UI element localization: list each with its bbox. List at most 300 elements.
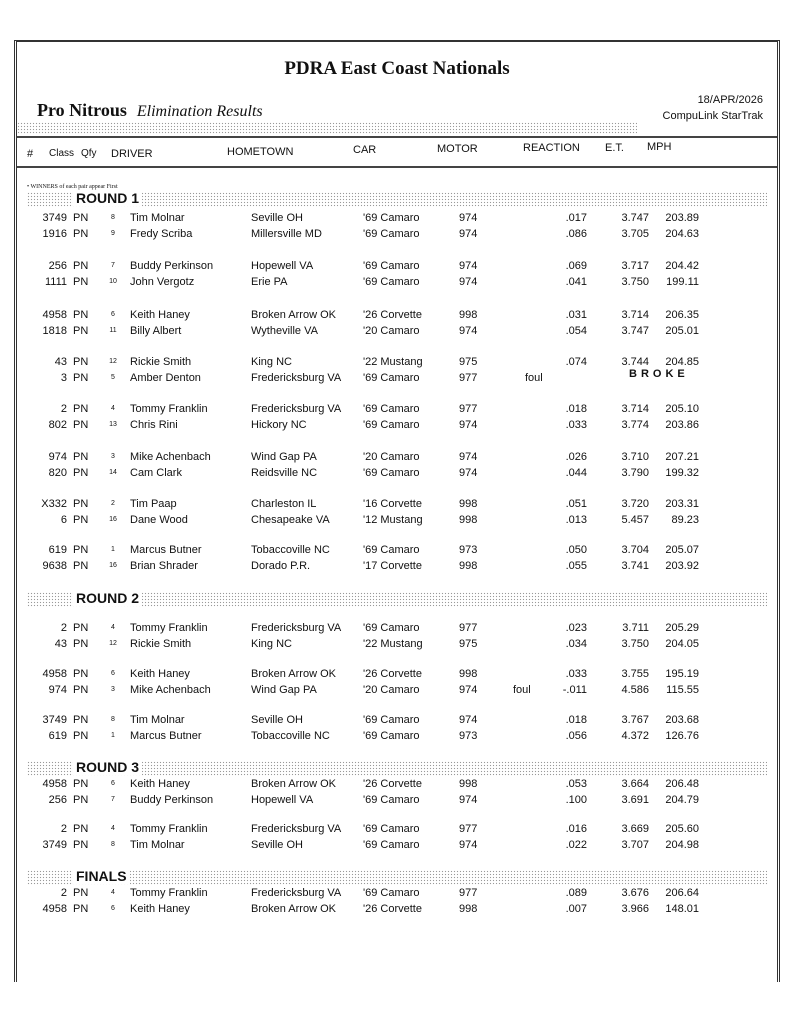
driver-name: Keith Haney [130,309,190,321]
motor-size: 974 [459,451,478,463]
reaction-time: .054 [565,325,587,337]
speed-mph: 204.63 [665,228,699,240]
col-num: # [27,148,34,160]
speed-mph: 89.23 [671,514,699,526]
round-header [27,870,767,885]
motor-size: 998 [459,778,478,790]
driver-name: Dane Wood [130,514,188,526]
car-model: '20 Camaro [363,684,420,696]
reaction-time: .018 [565,403,587,415]
class-code: PN [73,544,89,556]
motor-size: 998 [459,560,478,572]
motor-size: 977 [459,823,478,835]
car-number: 4958 [42,309,67,321]
loser-row [17,903,777,919]
class-code: PN [73,451,89,463]
speed-mph: 205.01 [665,325,699,337]
round-header [27,592,767,607]
class-code: PN [73,668,89,680]
reaction-time: .056 [565,730,587,742]
col-car: CAR [353,144,377,156]
car-number: 974 [48,451,67,463]
driver-name: Chris Rini [130,419,178,431]
elapsed-time: 3.714 [621,309,649,321]
driver-name: Keith Haney [130,668,190,680]
class-code: PN [73,887,89,899]
loser-row [17,839,777,855]
class-code: PN [73,356,89,368]
class-code: PN [73,467,89,479]
elapsed-time: 3.691 [621,794,649,806]
driver-name: Buddy Perkinson [130,794,214,806]
reaction-time: .023 [565,622,587,634]
car-model: '20 Camaro [363,325,420,337]
qualifying-position: 5 [111,374,115,381]
qualifying-position: 6 [111,311,115,318]
driver-name: Tim Molnar [130,212,185,224]
qualifying-position: 4 [111,405,115,412]
car-number: 3 [60,372,67,384]
hometown: Millersville MD [251,228,322,240]
status-text: BROKE [629,368,689,380]
car-number: 1818 [42,325,67,337]
elapsed-time: 3.755 [621,668,649,680]
car-model: '69 Camaro [363,622,420,634]
reaction-time: .013 [565,514,587,526]
car-number: 4958 [42,668,67,680]
winner-row [17,668,777,684]
car-model: '17 Corvette [363,560,422,572]
car-number: 820 [48,467,67,479]
elapsed-time: 3.720 [621,498,649,510]
results-sheet [14,40,780,982]
elapsed-time: 3.747 [621,325,649,337]
speed-mph: 203.92 [665,560,699,572]
qualifying-position: 9 [111,230,115,237]
elapsed-time: 3.767 [621,714,649,726]
col-class: Class [49,148,75,159]
car-model: '22 Mustang [363,356,423,368]
motor-size: 974 [459,714,478,726]
car-number: 6 [60,514,67,526]
hometown: Reidsville NC [251,467,318,479]
col-mph: MPH [647,141,672,153]
reaction-time: .086 [565,228,587,240]
car-number: 2 [60,403,67,415]
reaction-time: .069 [565,260,587,272]
winner-row [17,622,777,638]
speed-mph: 195.19 [665,668,699,680]
car-model: '69 Camaro [363,714,420,726]
car-model: '69 Camaro [363,228,420,240]
reaction-time: .051 [565,498,587,510]
qualifying-position: 11 [109,327,117,334]
reaction-time: .017 [565,212,587,224]
driver-name: Marcus Butner [130,730,202,742]
hometown: Dorado P.R. [251,560,311,572]
speed-mph: 204.42 [665,260,699,272]
motor-size: 974 [459,276,478,288]
loser-row [17,794,777,810]
col-qfy: Qfy [81,148,97,159]
qualifying-position: 8 [111,716,115,723]
car-model: '69 Camaro [363,403,420,415]
driver-name: Marcus Butner [130,544,202,556]
motor-size: 998 [459,668,478,680]
loser-row [17,638,777,654]
car-number: 256 [48,794,67,806]
hometown: Chesapeake VA [251,514,330,526]
car-number: 256 [48,260,67,272]
qualifying-position: 3 [111,686,115,693]
car-model: '26 Corvette [363,309,422,321]
driver-name: Keith Haney [130,778,190,790]
car-model: '26 Corvette [363,778,422,790]
car-model: '69 Camaro [363,823,420,835]
class-code: PN [73,403,89,415]
car-model: '20 Camaro [363,451,420,463]
driver-name: Mike Achenbach [130,451,211,463]
qualifying-position: 2 [111,500,115,507]
hometown: Hopewell VA [251,260,314,272]
speed-mph: 205.10 [665,403,699,415]
motor-size: 974 [459,212,478,224]
motor-size: 974 [459,839,478,851]
loser-row [17,467,777,483]
hometown: Fredericksburg VA [251,622,342,634]
car-model: '22 Mustang [363,638,423,650]
reaction-time: .034 [565,638,587,650]
elapsed-time: 3.744 [621,356,649,368]
foul-flag: foul [525,372,543,384]
car-model: '69 Camaro [363,419,420,431]
car-number: 43 [54,638,67,650]
qualifying-position: 16 [109,516,117,523]
speed-mph: 203.86 [665,419,699,431]
speed-mph: 126.76 [665,730,699,742]
timing-system: CompuLink StarTrak [662,110,763,122]
class-code: PN [73,419,89,431]
winners-note: • WINNERS of each pair appear First [27,184,118,190]
qualifying-position: 4 [111,825,115,832]
elapsed-time: 3.750 [621,276,649,288]
class-code: PN [73,778,89,790]
hometown: King NC [251,356,292,368]
class-code: PN [73,372,89,384]
class-code: PN [73,823,89,835]
car-model: '12 Mustang [363,514,423,526]
driver-name: Amber Denton [130,372,201,384]
qualifying-position: 8 [111,841,115,848]
motor-size: 973 [459,730,478,742]
car-number: 619 [48,730,67,742]
elapsed-time: 3.717 [621,260,649,272]
motor-size: 973 [459,544,478,556]
elapsed-time: 3.707 [621,839,649,851]
speed-mph: 205.07 [665,544,699,556]
loser-row [17,730,777,746]
hometown: Fredericksburg VA [251,887,342,899]
reaction-time: .031 [565,309,587,321]
qualifying-position: 1 [111,732,115,739]
car-number: 3749 [42,212,67,224]
driver-name: Tommy Franklin [130,403,208,415]
hometown: Charleston IL [251,498,317,510]
reaction-time: .053 [565,778,587,790]
motor-size: 998 [459,514,478,526]
elapsed-time: 3.747 [621,212,649,224]
date-block [663,92,763,124]
qualifying-position: 6 [111,670,115,677]
speed-mph: 206.48 [665,778,699,790]
motor-size: 998 [459,498,478,510]
speed-mph: 204.98 [665,839,699,851]
divider [17,166,777,168]
winner-row [17,823,777,839]
class-name: Pro Nitrous [37,100,127,120]
car-model: '69 Camaro [363,212,420,224]
elapsed-time: 3.711 [622,622,649,634]
qualifying-position: 4 [111,624,115,631]
motor-size: 974 [459,794,478,806]
elapsed-time: 3.741 [621,560,649,572]
speed-mph: 203.89 [665,212,699,224]
speed-mph: 203.68 [665,714,699,726]
elapsed-time: 3.704 [621,544,649,556]
hometown: Tobaccoville NC [251,730,330,742]
driver-name: Billy Albert [130,325,182,337]
driver-name: Fredy Scriba [130,228,193,240]
class-code: PN [73,498,89,510]
speed-mph: 206.35 [665,309,699,321]
winner-row [17,714,777,730]
class-code: PN [73,276,89,288]
car-number: 43 [54,356,67,368]
elapsed-time: 3.676 [621,887,649,899]
elapsed-time: 3.750 [621,638,649,650]
elapsed-time: 3.714 [621,403,649,415]
reaction-time: .055 [565,560,587,572]
speed-mph: 204.85 [665,356,699,368]
driver-name: Tim Molnar [130,714,185,726]
speed-mph: 148.01 [665,903,699,915]
motor-size: 974 [459,419,478,431]
car-model: '69 Camaro [363,887,420,899]
speed-mph: 199.11 [666,276,699,288]
hometown: Erie PA [251,276,288,288]
reaction-time: .074 [565,356,587,368]
speed-mph: 115.55 [666,684,699,696]
driver-name: Rickie Smith [130,638,192,650]
car-number: 4958 [42,778,67,790]
elapsed-time: 3.664 [621,778,649,790]
class-code: PN [73,730,89,742]
speed-mph: 206.64 [665,887,699,899]
foul-flag: foul [513,684,531,696]
elapsed-time: 3.710 [621,451,649,463]
winner-row [17,544,777,560]
class-code: PN [73,638,89,650]
driver-name: Tommy Franklin [130,622,208,634]
driver-name: Tim Paap [130,498,177,510]
elapsed-time: 4.372 [621,730,649,742]
col-et: E.T. [605,142,624,154]
hometown: Wytheville VA [251,325,318,337]
class-subtitle [37,100,263,121]
car-number: 619 [48,544,67,556]
qualifying-position: 8 [111,214,115,221]
winner-row [17,212,777,228]
qualifying-position: 4 [111,889,115,896]
motor-size: 974 [459,325,478,337]
speed-mph: 205.29 [665,622,699,634]
car-number: 2 [60,622,67,634]
motor-size: 998 [459,903,478,915]
round-label: FINALS [73,868,130,884]
col-motor: MOTOR [437,143,478,155]
car-number: 1916 [42,228,67,240]
driver-name: Cam Clark [130,467,182,479]
elapsed-time: 4.586 [621,684,649,696]
car-model: '69 Camaro [363,467,420,479]
class-code: PN [73,903,89,915]
hometown: Hopewell VA [251,794,314,806]
motor-size: 974 [459,228,478,240]
reaction-time: .022 [565,839,587,851]
reaction-time: .041 [565,276,587,288]
hometown: Broken Arrow OK [251,778,336,790]
car-model: '69 Camaro [363,794,420,806]
round-label: ROUND 3 [73,759,142,775]
elapsed-time: 3.774 [621,419,649,431]
speed-mph: 204.79 [665,794,699,806]
hometown: Fredericksburg VA [251,403,342,415]
qualifying-position: 7 [111,796,115,803]
qualifying-position: 3 [111,453,115,460]
class-code: PN [73,309,89,321]
col-driver: DRIVER [111,148,153,160]
column-headers [17,141,777,166]
elapsed-time: 3.790 [621,467,649,479]
class-code: PN [73,714,89,726]
qualifying-position: 10 [109,278,117,285]
col-hometown: HOMETOWN [227,146,294,158]
winner-row [17,887,777,903]
hometown: Broken Arrow OK [251,309,336,321]
reaction-time: .033 [565,668,587,680]
event-date: 18/APR/2026 [697,94,763,106]
qualifying-position: 13 [109,421,117,428]
motor-size: 974 [459,467,478,479]
driver-name: Buddy Perkinson [130,260,214,272]
elapsed-time: 5.457 [621,514,649,526]
reaction-time: .026 [565,451,587,463]
hometown: Fredericksburg VA [251,823,342,835]
winner-row [17,451,777,467]
motor-size: 975 [459,356,478,368]
car-number: 3749 [42,839,67,851]
winner-row [17,309,777,325]
loser-row [17,514,777,530]
hometown: Broken Arrow OK [251,668,336,680]
car-number: 2 [60,887,67,899]
hometown: Tobaccoville NC [251,544,330,556]
qualifying-position: 6 [111,905,115,912]
motor-size: 974 [459,260,478,272]
car-number: 802 [48,419,67,431]
class-code: PN [73,684,89,696]
driver-name: Keith Haney [130,903,190,915]
reaction-time: .050 [565,544,587,556]
hometown: Seville OH [251,839,303,851]
loser-row [17,560,777,576]
loser-row [17,276,777,292]
loser-row [17,325,777,341]
car-model: '26 Corvette [363,668,422,680]
reaction-time: .018 [565,714,587,726]
hometown: Broken Arrow OK [251,903,336,915]
reaction-time: .016 [565,823,587,835]
car-number: X332 [41,498,67,510]
car-number: 1111 [44,276,67,288]
car-model: '69 Camaro [363,839,420,851]
reaction-time: .044 [565,467,587,479]
car-model: '69 Camaro [363,544,420,556]
speed-mph: 203.31 [665,498,699,510]
driver-name: Mike Achenbach [130,684,211,696]
winner-row [17,778,777,794]
header-divider [17,122,637,134]
loser-row [17,419,777,435]
car-model: '69 Camaro [363,260,420,272]
driver-name: Tommy Franklin [130,887,208,899]
reaction-time: .033 [565,419,587,431]
car-number: 3749 [42,714,67,726]
class-code: PN [73,794,89,806]
hometown: Fredericksburg VA [251,372,342,384]
elapsed-time: 3.669 [621,823,649,835]
qualifying-position: 7 [111,262,115,269]
loser-row [17,684,777,700]
driver-name: Brian Shrader [130,560,198,572]
motor-size: 977 [459,887,478,899]
qualifying-position: 6 [111,780,115,787]
qualifying-position: 12 [109,358,117,365]
class-code: PN [73,260,89,272]
round-header [27,192,767,207]
car-model: '69 Camaro [363,276,420,288]
car-model: '26 Corvette [363,903,422,915]
loser-row [17,228,777,244]
driver-name: Tommy Franklin [130,823,208,835]
loser-row [17,368,777,388]
class-code: PN [73,839,89,851]
motor-size: 977 [459,372,478,384]
speed-mph: 199.32 [665,467,699,479]
car-number: 4958 [42,903,67,915]
reaction-time: .007 [565,903,587,915]
driver-name: Rickie Smith [130,356,192,368]
class-code: PN [73,325,89,337]
hometown: Seville OH [251,714,303,726]
motor-size: 975 [459,638,478,650]
class-code: PN [73,622,89,634]
qualifying-position: 16 [109,562,117,569]
winner-row [17,498,777,514]
hometown: Wind Gap PA [251,451,317,463]
reaction-time: -.011 [562,684,587,696]
car-model: '69 Camaro [363,372,420,384]
